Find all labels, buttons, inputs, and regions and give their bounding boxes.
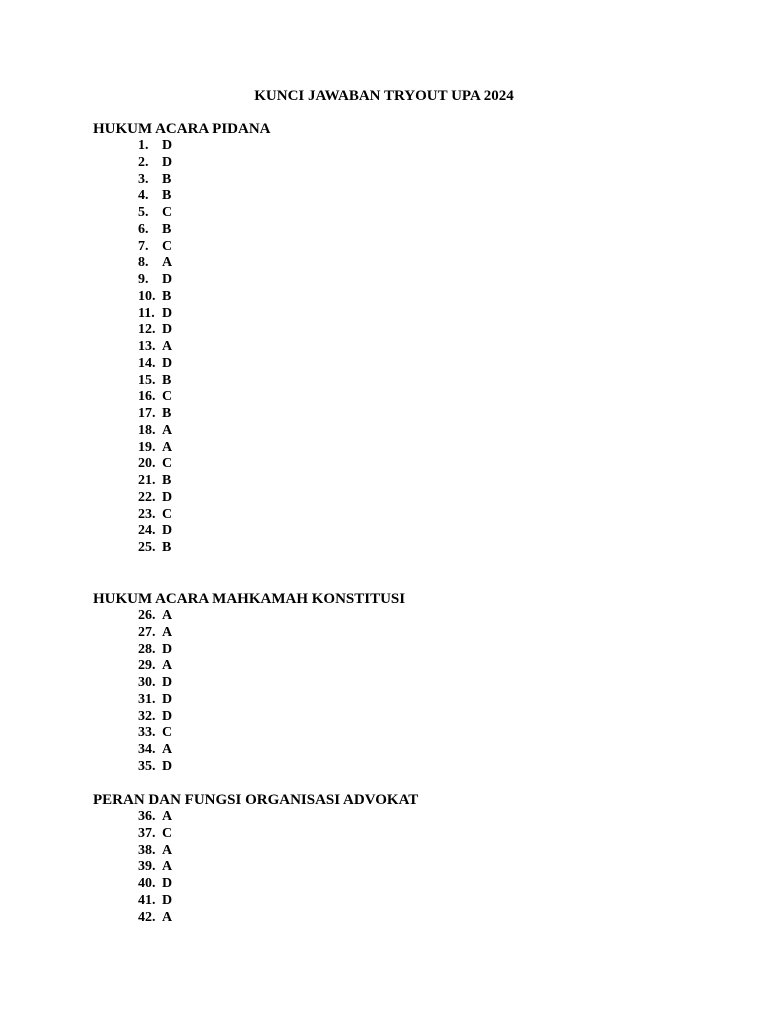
- question-number: 29.: [138, 658, 156, 674]
- question-number: 1.: [138, 138, 149, 153]
- answer-letter: A: [162, 742, 173, 757]
- section-heading: HUKUM ACARA PIDANA: [93, 121, 271, 137]
- question-number: 42.: [138, 909, 156, 925]
- answer-item: [93, 523, 693, 540]
- answer-letter: B: [162, 288, 172, 304]
- question-number: 40.: [138, 876, 156, 891]
- answer-letter: D: [162, 675, 173, 690]
- answer-letter: C: [162, 825, 173, 841]
- answer-item: [93, 490, 693, 507]
- question-number: 5.: [138, 205, 149, 220]
- answer-item: [93, 255, 693, 272]
- answer-item: [93, 843, 693, 860]
- question-number: 8.: [138, 255, 149, 271]
- answer-item: [93, 356, 693, 373]
- answer-item: [93, 306, 693, 323]
- question-number: 32.: [138, 708, 156, 724]
- question-number: 7.: [138, 238, 149, 254]
- question-number: 12.: [138, 322, 156, 338]
- question-number: 35.: [138, 758, 156, 774]
- answer-item: [93, 742, 693, 759]
- answer-item: [93, 423, 693, 440]
- question-number: 22.: [138, 489, 156, 505]
- question-number: 9.: [138, 272, 149, 287]
- answer-item: [93, 675, 693, 692]
- question-number: 11.: [138, 305, 155, 321]
- answer-item: [93, 456, 693, 473]
- question-number: 18.: [138, 422, 156, 438]
- answer-letter: B: [162, 171, 172, 187]
- question-number: 38.: [138, 842, 156, 858]
- answer-letter: D: [162, 708, 173, 724]
- answer-item: [93, 692, 693, 709]
- answer-letter: B: [162, 540, 172, 555]
- answer-letter: B: [162, 473, 172, 488]
- question-number: 20.: [138, 456, 156, 472]
- answer-item: [93, 138, 693, 155]
- answer-item: [93, 876, 693, 893]
- question-number: 13.: [138, 339, 156, 354]
- answer-item: [93, 440, 693, 457]
- question-number: 39.: [138, 859, 156, 875]
- answer-letter: A: [162, 842, 173, 858]
- answer-item: [93, 709, 693, 726]
- question-number: 24.: [138, 523, 156, 539]
- question-number: 14.: [138, 355, 156, 371]
- answer-letter: A: [162, 255, 173, 271]
- answer-item: [93, 205, 693, 222]
- answer-letter: C: [162, 389, 173, 405]
- answer-letter: A: [162, 439, 173, 455]
- question-number: 15.: [138, 372, 156, 388]
- answer-item: [93, 859, 693, 876]
- question-number: 17.: [138, 406, 156, 421]
- question-number: 4.: [138, 188, 149, 204]
- answer-item: [93, 289, 693, 306]
- question-number: 19.: [138, 439, 156, 455]
- answer-letter: D: [162, 641, 173, 657]
- question-number: 41.: [138, 892, 156, 908]
- section-hukum-acara-pidana: [93, 121, 693, 557]
- answer-item: [93, 222, 693, 239]
- answer-letter: D: [162, 876, 173, 891]
- question-number: 2.: [138, 154, 149, 170]
- answer-letter: D: [162, 355, 173, 371]
- answer-item: [93, 540, 693, 557]
- answer-letter: D: [162, 489, 173, 505]
- answer-letter: A: [162, 422, 173, 438]
- question-number: 26.: [138, 608, 156, 623]
- answer-item: [93, 910, 693, 927]
- answer-item: [93, 759, 693, 776]
- question-number: 6.: [138, 221, 149, 237]
- answer-letter: A: [162, 339, 173, 354]
- answer-letter: B: [162, 372, 172, 388]
- answer-item: [93, 373, 693, 390]
- question-number: 3.: [138, 171, 149, 187]
- question-number: 34.: [138, 742, 156, 757]
- answer-letter: C: [162, 725, 173, 741]
- answer-letter: A: [162, 608, 173, 623]
- answer-letter: D: [162, 305, 173, 321]
- answer-letter: D: [162, 691, 173, 707]
- section-heading: HUKUM ACARA MAHKAMAH KONSTITUSI: [93, 591, 406, 607]
- answer-letter: B: [162, 188, 172, 204]
- section-peran-dan-fungsi-organisasi-advokat: [93, 792, 693, 926]
- section-hukum-acara-mahkamah-konstitusi: [93, 591, 693, 776]
- answer-list: [93, 608, 693, 776]
- answer-letter: B: [162, 406, 172, 421]
- answer-letter: D: [162, 523, 173, 539]
- answer-item: [93, 473, 693, 490]
- answer-item: [93, 172, 693, 189]
- answer-item: [93, 608, 693, 625]
- answer-item: [93, 642, 693, 659]
- answer-item: [93, 893, 693, 910]
- answer-letter: C: [162, 205, 173, 220]
- answer-letter: D: [162, 154, 173, 170]
- answer-list: [93, 809, 693, 926]
- answer-letter: B: [162, 221, 172, 237]
- answer-letter: D: [162, 138, 173, 153]
- question-number: 28.: [138, 641, 156, 657]
- question-number: 31.: [138, 691, 156, 707]
- answer-letter: A: [162, 624, 173, 640]
- answer-letter: C: [162, 506, 173, 522]
- answer-item: [93, 322, 693, 339]
- question-number: 27.: [138, 624, 156, 640]
- answer-item: [93, 272, 693, 289]
- document-title: KUNCI JAWABAN TRYOUT UPA 2024: [254, 88, 514, 104]
- question-number: 25.: [138, 540, 156, 555]
- section-heading: PERAN DAN FUNGSI ORGANISASI ADVOKAT: [93, 792, 419, 808]
- answer-letter: D: [162, 758, 173, 774]
- answer-letter: A: [162, 909, 173, 925]
- answer-letter: D: [162, 892, 173, 908]
- answer-item: [93, 406, 693, 423]
- answer-item: [93, 389, 693, 406]
- answer-letter: D: [162, 322, 173, 338]
- answer-item: [93, 826, 693, 843]
- question-number: 16.: [138, 389, 156, 405]
- question-number: 33.: [138, 725, 156, 741]
- answer-letter: C: [162, 238, 173, 254]
- answer-item: [93, 725, 693, 742]
- answer-item: [93, 658, 693, 675]
- answer-letter: C: [162, 456, 173, 472]
- answer-letter: A: [162, 859, 173, 875]
- answer-letter: D: [162, 272, 173, 287]
- answer-item: [93, 507, 693, 524]
- question-number: 37.: [138, 825, 156, 841]
- question-number: 23.: [138, 506, 156, 522]
- answer-item: [93, 625, 693, 642]
- question-number: 21.: [138, 473, 156, 488]
- answer-item: [93, 239, 693, 256]
- answer-list: [93, 138, 693, 557]
- question-number: 10.: [138, 288, 156, 304]
- question-number: 30.: [138, 675, 156, 690]
- answer-letter: A: [162, 809, 173, 824]
- question-number: 36.: [138, 809, 156, 824]
- answer-item: [93, 155, 693, 172]
- answer-letter: A: [162, 658, 173, 674]
- answer-item: [93, 188, 693, 205]
- answer-item: [93, 339, 693, 356]
- answer-item: [93, 809, 693, 826]
